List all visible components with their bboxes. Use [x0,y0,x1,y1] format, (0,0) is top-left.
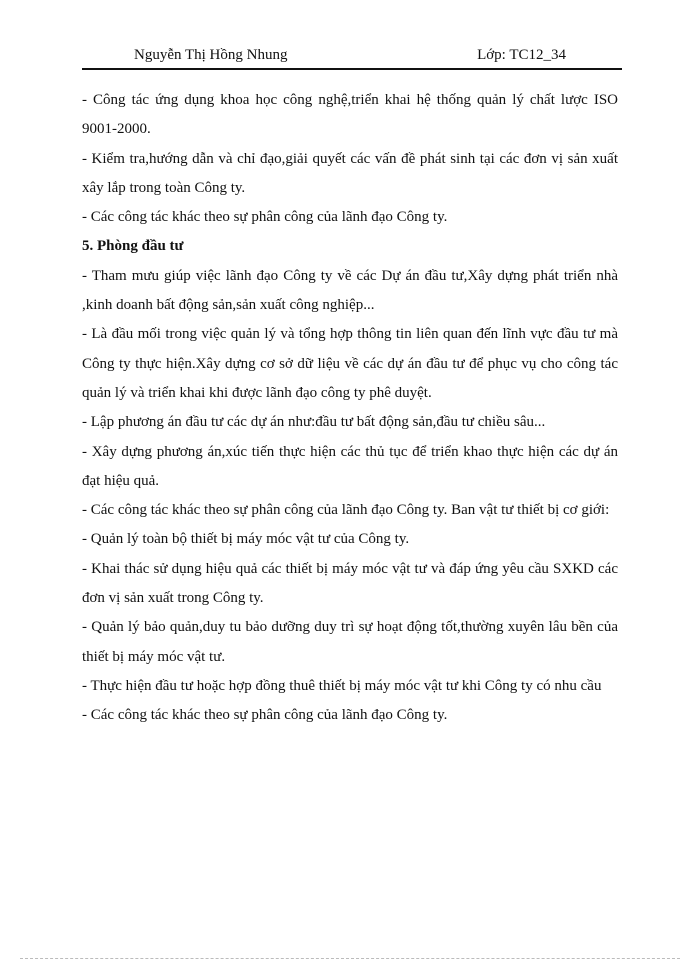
paragraph: - Các công tác khác theo sự phân công của lãnh đạo Công ty. [82,209,448,226]
section-heading: 5. Phòng đầu tư [82,238,184,255]
document-body [82,86,618,731]
paragraph: - Các công tác khác theo sự phân công của lãnh đạo Công ty. Ban vật tư thiết bị cơ giới: [82,502,610,519]
page-bottom-border [20,958,680,959]
paragraph: - Quản lý toàn bộ thiết bị máy móc vật tư của Công ty. [82,531,410,548]
paragraph: - Khai thác sử dụng hiệu quả các thiết bị máy móc vật tư và đáp ứng yêu cầu SXKD các đơn vị sản xuất trong Công ty. [82,560,618,607]
paragraph: - Tham mưu giúp việc lãnh đạo Công ty về các Dự án đầu tư,Xây dựng phát triển nhà ,kinh doanh bất động sản,sản xuất công nghiệp... [82,267,618,314]
header-author: Nguyễn Thị Hồng Nhung [134,47,288,63]
paragraph: - Thực hiện đầu tư hoặc hợp đồng thuê thiết bị máy móc vật tư khi Công ty có nhu cầu [82,677,602,694]
page-header [84,44,618,66]
paragraph: - Xây dựng phương án,xúc tiến thực hiện các thủ tục để triển khao thực hiện các dự án đạt hiệu quả. [82,443,618,489]
paragraph: - Kiểm tra,hướng dẫn và chỉ đạo,giải quyết các vấn đề phát sinh tại các đơn vị sản xuất xây lắp trong toàn Công ty. [82,150,618,196]
paragraph: - Là đầu mối trong việc quản lý và tổng hợp thông tin liên quan đến lĩnh vực đầu tư mà Công ty thực hiện.Xây dựng cơ sở dữ liệu về các dự án đầu tư để phục vụ cho công tác quản lý và triển khai khi được lãnh đạo công ty phê duyệt. [82,326,618,401]
header-class-label: Lớp: TC12_34 [477,47,566,63]
paragraph: - Các công tác khác theo sự phân công của lãnh đạo Công ty. [82,707,448,724]
paragraph: - Quản lý bảo quản,duy tu bảo dưỡng duy trì sự hoạt động tốt,thường xuyên lâu bền của thiết bị máy móc vật tư. [82,619,618,665]
paragraph: - Công tác ứng dụng khoa học công nghệ,triển khai hệ thống quản lý chất lược ISO 9001-2000. [82,92,618,138]
header-divider [82,68,622,70]
paragraph: - Lập phương án đầu tư các dự án như:đầu tư bất động sản,đầu tư chiều sâu... [82,414,546,431]
